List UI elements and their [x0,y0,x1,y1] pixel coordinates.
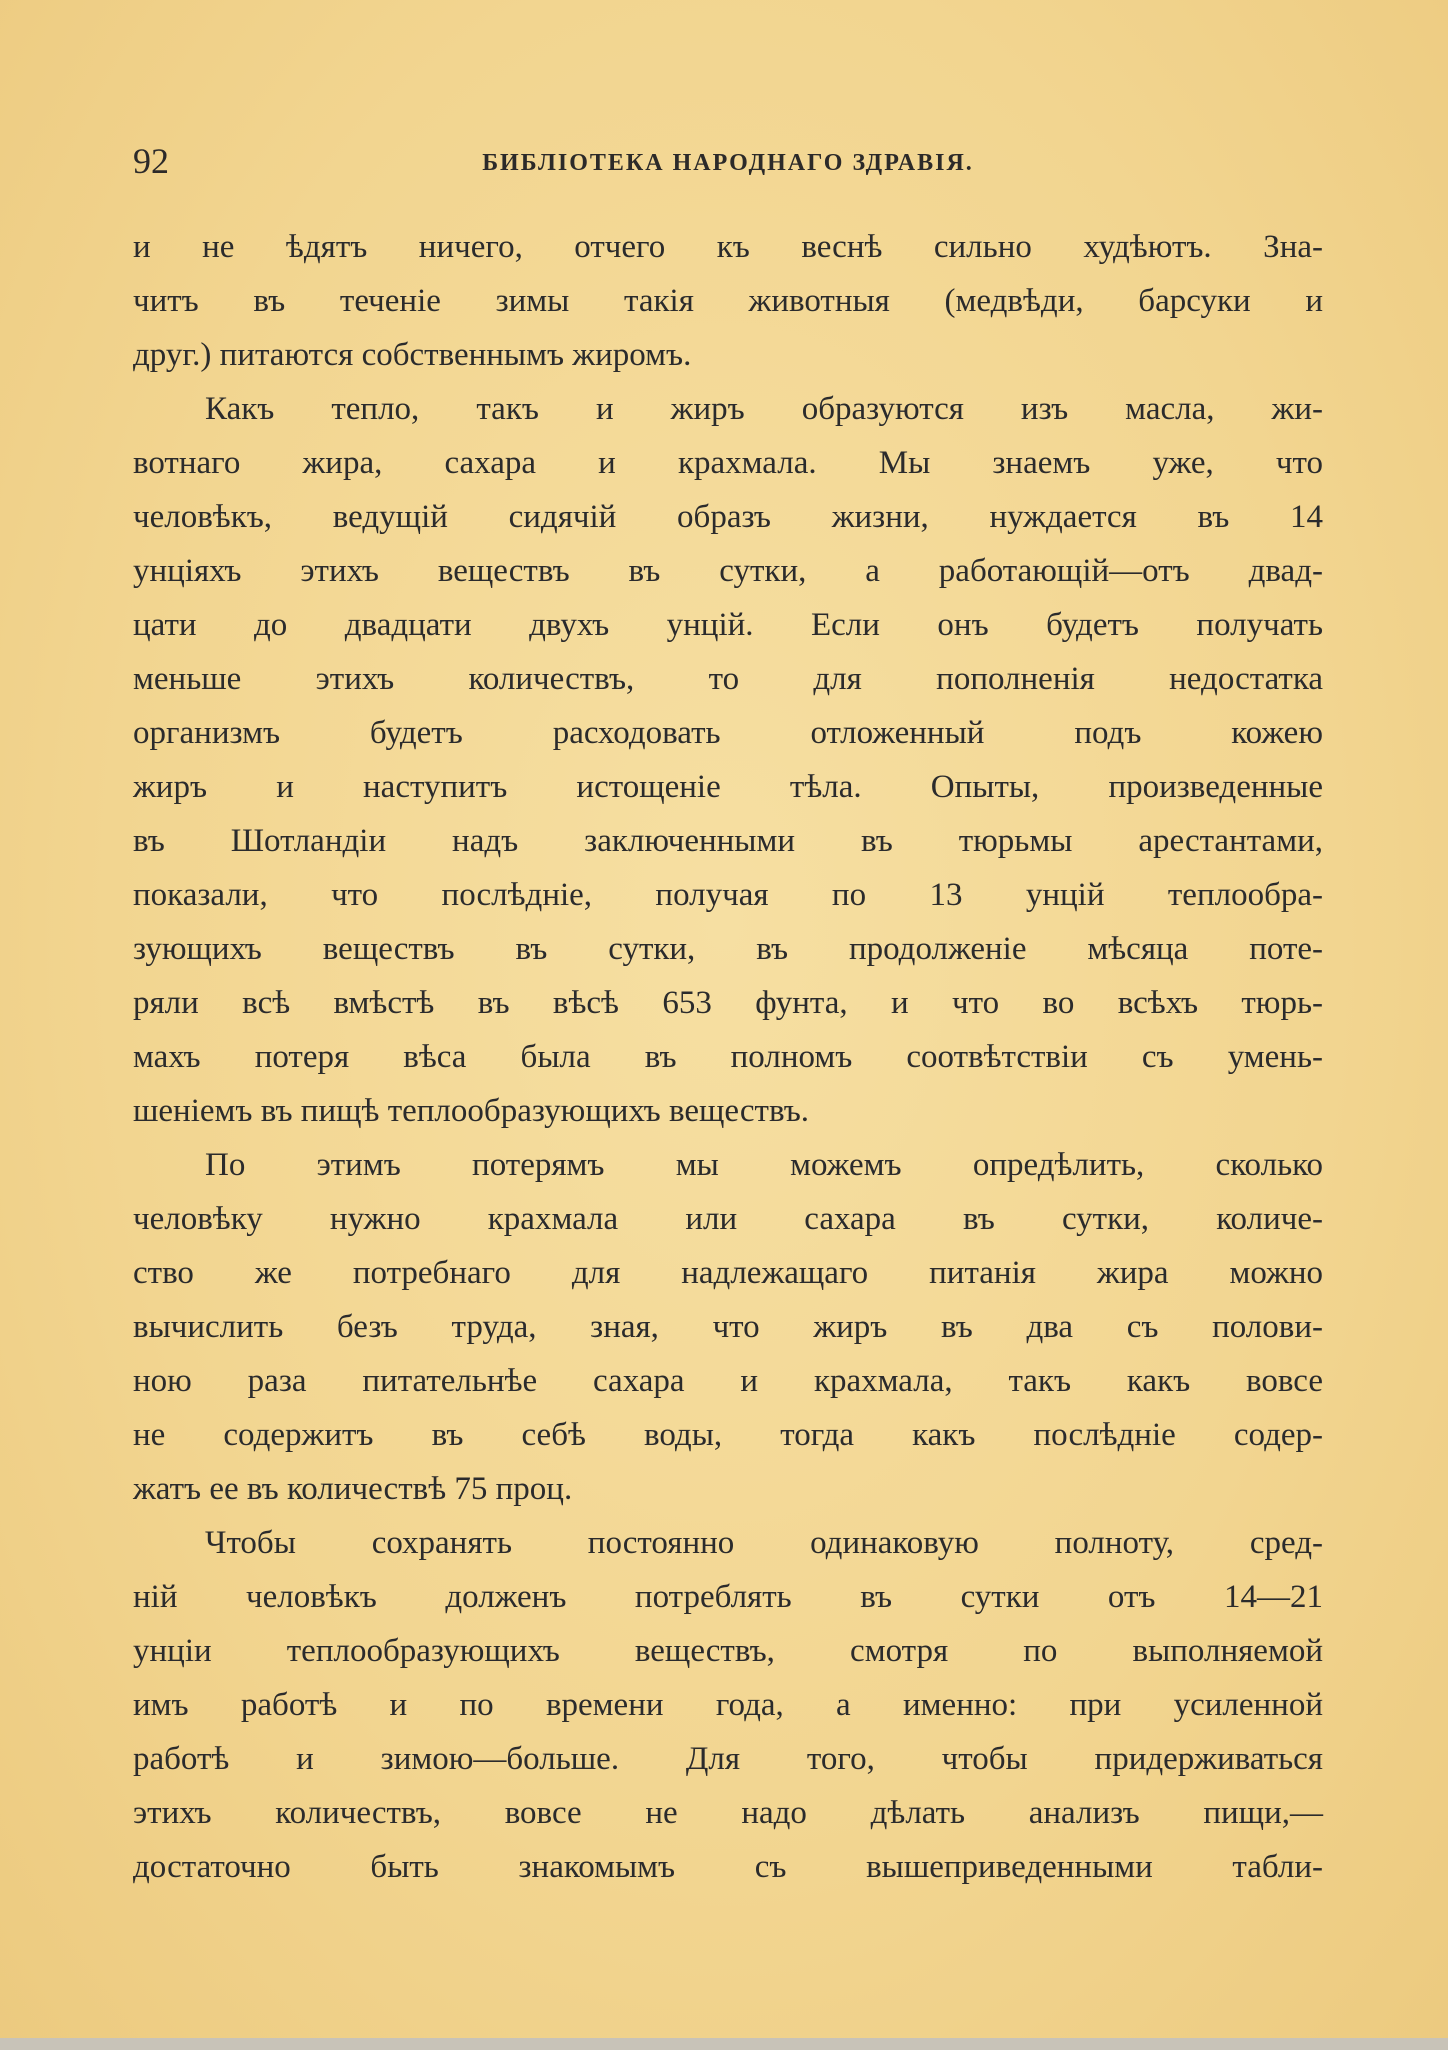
text-line: работѣ и зимою—больше. Для того, чтобы придерживаться [133,1741,1323,1777]
text-line: махъ потеря вѣса была въ полномъ соотвѣтствіи съ умень- [133,1039,1323,1075]
text-line: жатъ ее въ количествѣ 75 проц. [133,1471,573,1507]
text-line: ство же потребнаго для надлежащаго питанія жира можно [133,1255,1323,1291]
text-line: ряли всѣ вмѣстѣ въ вѣсѣ 653 фунта, и что во всѣхъ тюрь- [133,985,1323,1021]
text-line: зующихъ веществъ въ сутки, въ продолженіе мѣсяца поте- [133,931,1323,967]
text-line: не содержитъ въ себѣ воды, тогда какъ послѣдніе содер- [133,1417,1323,1453]
text-line: человѣкъ, ведущій сидячій образъ жизни, нуждается въ 14 [133,499,1323,535]
text-line: друг.) питаются собственнымъ жиромъ. [133,337,692,373]
text-line: меньше этихъ количествъ, то для пополненія недостатка [133,661,1323,697]
text-line: этихъ количествъ, вовсе не надо дѣлать анализъ пищи,— [133,1795,1323,1831]
scan-edge [0,2038,1448,2050]
text-line: читъ въ теченіе зимы такія животныя (медвѣди, барсуки и [133,283,1323,319]
body-text [133,220,1323,1894]
text-line: ною раза питательнѣе сахара и крахмала, такъ какъ вовсе [133,1363,1323,1399]
text-line: показали, что послѣдніе, получая по 13 унцій теплообра- [133,877,1323,913]
page-number: 92 [133,141,169,181]
text-line: имъ работѣ и по времени года, а именно: при усиленной [133,1687,1323,1723]
text-line: въ Шотландіи надъ заключенными въ тюрьмы арестантами, [133,823,1323,859]
text-line: вычислить безъ труда, зная, что жиръ въ два съ полови- [133,1309,1323,1345]
text-line: унціи теплообразующихъ веществъ, смотря по выполняемой [133,1633,1323,1669]
paragraph-3 [133,1138,1323,1516]
text-line: жиръ и наступитъ истощеніе тѣла. Опыты, произведенные [133,769,1323,805]
text-line: вотнаго жира, сахара и крахмала. Мы знаемъ уже, что [133,445,1323,481]
text-line: достаточно быть знакомымъ съ вышеприведенными табли- [133,1849,1323,1885]
running-head: БИБЛІОТЕКА НАРОДНАГО ЗДРАВІЯ. [482,150,974,176]
paragraph-4 [133,1516,1323,1894]
text-line: По этимъ потерямъ мы можемъ опредѣлить, сколько [205,1147,1323,1183]
text-line: человѣку нужно крахмала или сахара въ сутки, количе- [133,1201,1323,1237]
paragraph-2 [133,382,1323,1138]
text-line: Какъ тепло, такъ и жиръ образуются изъ масла, жи- [205,391,1323,427]
text-line: ній человѣкъ долженъ потреблять въ сутки отъ 14—21 [133,1579,1323,1615]
text-line: цати до двадцати двухъ унцій. Если онъ будетъ получать [133,607,1323,643]
paragraph-1 [133,220,1323,382]
text-line: организмъ будетъ расходовать отложенный подъ кожею [133,715,1323,751]
text-line: шеніемъ въ пищѣ теплообразующихъ веществъ. [133,1093,810,1129]
text-line: и не ѣдятъ ничего, отчего къ веснѣ сильно худѣютъ. Зна- [133,229,1323,265]
page-header [133,140,1323,190]
text-line: Чтобы сохранять постоянно одинаковую полноту, сред- [205,1525,1323,1561]
text-line: унціяхъ этихъ веществъ въ сутки, а работающій—отъ двад- [133,553,1323,589]
